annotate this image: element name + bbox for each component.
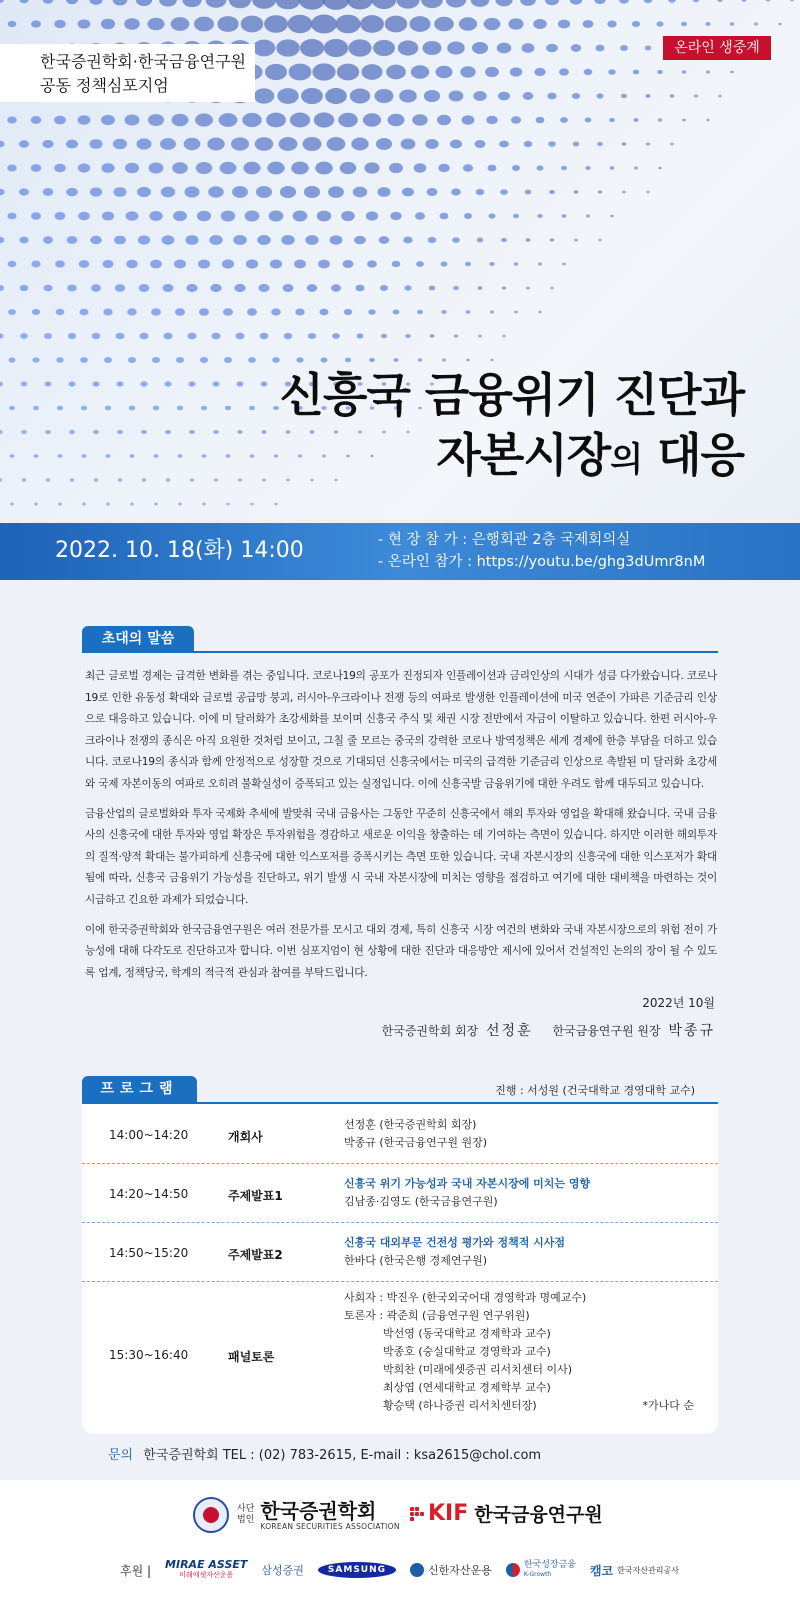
- ksa-prefix-1: 사단: [237, 1504, 255, 1514]
- sponsor-samsung-securities: 삼성증권: [261, 1564, 304, 1577]
- shinhan-name: 신한자산운용: [428, 1564, 492, 1577]
- sponsor-kamco: [590, 1562, 679, 1579]
- program-detail: [344, 1289, 586, 1415]
- presentation-topic: 신흥국 대외부문 건전성 평가와 정책적 시사점: [344, 1236, 566, 1249]
- kgrowth-en: K-Growth: [523, 1571, 552, 1578]
- title-line2-b: 의: [610, 440, 643, 480]
- event-date: 2022. 10. 18(화) 14:00: [55, 538, 304, 563]
- sponsor-mirae: [165, 1560, 247, 1580]
- program-time: 15:30~16:40: [109, 1348, 189, 1362]
- title-line1: 신흥국 금융위기 진단과: [279, 368, 744, 422]
- live-stream-badge: 온라인 생중계: [663, 36, 771, 60]
- signer2-name: 박종규: [668, 1023, 715, 1039]
- speaker-line: 박종규 (한국금융연구원 원장): [344, 1136, 488, 1149]
- invitation-paragraph-3: 이에 한국증권학회와 한국금융연구원은 여러 전문가를 모시고 대외 경제, 특히 신흥국 시장 여건의 변화와 국내 자본시장으로의 위험 전이 가능성에 대해 다각도로 진단하고자 합니다. 이번 심포지엄이 현 상황에 대한 진단과 대응방안 제시에 있어서 건설적인 논의의 장이 될 수 있도록 업계, 정책당국, 학계의 적극적 관심과 참여를 부탁드립니다.: [85, 923, 717, 979]
- program-session-type: 개회사: [228, 1130, 263, 1144]
- hero-banner: [0, 0, 800, 520]
- venue-online-link[interactable]: - 온라인 참가 : https://youtu.be/ghg3dUmr8nM: [378, 554, 706, 570]
- organizer-line1: 한국증권학회·한국금융연구원: [40, 52, 247, 71]
- ksa-prefix-2: 법인: [237, 1515, 255, 1525]
- panelist-line: 토론자 : 곽준희 (금융연구원 연구위원): [344, 1309, 530, 1322]
- invitation-paragraph-1: 최근 글로벌 경제는 급격한 변화를 겪는 중입니다. 코로나19의 공포가 진정되자 인플레이션과 금리인상의 시대가 성큼 다가왔습니다. 코로나19로 인한 유동성 확대와 글로벌 공급망 붕괴, 러시아-우크라이나 전쟁 등의 여파로 발생한 인플레이션에 미국 연준이 가파른 기준금리 인상으로 대응하고 있습니다. 이에 미 달러화가 초강세화를 보이며 신흥국 주식 및 채권 시장 전반에서 자금이 이탈하고 있습니다. 한편 러시아-우크라이나 전쟁의 종식은 아직 요원한 것처럼 보이고, 그칠 줄 모르는 중국의 강력한 코로나 방역정책은 세계 경제에 한층 부담을 더하고 있습니다. 코로나19의 종식과 함께 안정적으로 성장할 것으로 기대되던 신흥국에서는 미국의 급격한 기준금리 인상으로 촉발된 미 달러화 초강세와 국제 자본이동의 여파로 오히려 불확실성이 증폭되고 있는 실정입니다. 이에 신흥국발 금융위기에 대한 우려도 함께 대두되고 있습니다.: [85, 670, 717, 790]
- ksa-english-name: KOREAN SECURITIES ASSOCIATION: [260, 1521, 400, 1531]
- sponsor-shinhan: [410, 1562, 492, 1578]
- program-session-type: 주제발표1: [228, 1189, 283, 1203]
- contact-details: 한국증권학회 TEL : (02) 783-2615, E-mail : ksa2615@chol.com: [143, 1448, 542, 1463]
- program-time: 14:50~15:20: [109, 1246, 189, 1260]
- program-time: 14:00~14:20: [109, 1128, 189, 1142]
- footer: [0, 1480, 800, 1606]
- kif-name: 한국금융연구원: [474, 1504, 603, 1526]
- event-info-bar: [0, 523, 800, 580]
- panelist-line: 황승택 (하나증권 리서치센터장): [383, 1399, 537, 1412]
- panelist-line: 박선영 (동국대학교 경제학과 교수): [383, 1327, 551, 1340]
- moderator-line: 사회자 : 박진우 (한국외국어대 경영학과 명예교수): [344, 1291, 587, 1304]
- organizer-box: [0, 44, 255, 102]
- program-table: [82, 1104, 718, 1434]
- sponsor-row: [120, 1560, 679, 1580]
- title-line2: [280, 425, 744, 490]
- program-session-type: 패널토론: [228, 1350, 275, 1364]
- sponsor-label: 후원 |: [120, 1563, 152, 1578]
- program-row-presentation-2: [82, 1223, 718, 1282]
- kgrowth-icon: [506, 1563, 520, 1577]
- invitation-paragraph-2: 금융산업의 글로벌화와 투자 국제화 추세에 발맞춰 국내 금융사는 그동안 꾸준히 신흥국에서 해외 투자와 영업을 확대해 왔습니다. 국내 금융사의 신흥국에 대한 투자와 영업 확장은 투자위험을 경감하고 새로운 이익을 창출하는 데 기여하는 측면이 있습니다. 하지만 이러한 해외투자의 질적·양적 확대는 불가피하게 신흥국에 대한 익스포저를 증폭시키는 측면 또한 있습니다. 국내 자본시장의 신흥국에 대한 익스포저가 확대됨에 따라, 신흥국 금융위기 가능성을 진단하고, 위기 발생 시 국내 자본시장에 미치는 영향을 점검하고 여기에 대한 대비책을 마련하는 것이 시급하고 긴요한 과제가 되었습니다.: [85, 807, 717, 906]
- program-session-type: 주제발표2: [228, 1248, 283, 1262]
- program-time: 14:20~14:50: [109, 1187, 189, 1201]
- kif-logo: [410, 1500, 603, 1527]
- ksa-logo: [193, 1495, 400, 1535]
- venue-info: [378, 529, 705, 573]
- ksa-prefix: [237, 1504, 254, 1526]
- program-moderator: 진행 : 서성원 (건국대학교 경영대학 교수): [495, 1084, 695, 1097]
- ksa-name: 한국증권학회: [260, 1498, 377, 1523]
- speaker-line: 선정훈 (한국증권학회 회장): [344, 1118, 477, 1131]
- program-row-opening: [82, 1104, 718, 1164]
- sponsor-kgrowth: [506, 1560, 576, 1580]
- ksa-name-block: [254, 1500, 399, 1531]
- kamco-name: 한국자산관리공사: [617, 1565, 679, 1575]
- program-row-panel: [82, 1282, 718, 1434]
- samsung-wordmark: SAMSUNG: [318, 1562, 396, 1578]
- venue-onsite: - 현 장 참 가 : 은행회관 2층 국제회의실: [378, 532, 631, 548]
- speaker-line: 한바다 (한국은행 경제연구원): [344, 1254, 488, 1267]
- signer1-title: 한국증권학회 회장: [381, 1024, 479, 1038]
- organizer-line2: 공동 정책심포지엄: [40, 76, 169, 95]
- kif-dots-icon: [410, 1507, 424, 1521]
- panelist-line: 최상엽 (연세대학교 경제학부 교수): [383, 1381, 551, 1394]
- invitation-body: [85, 666, 717, 992]
- program-detail: [344, 1175, 590, 1211]
- title-line2-a: 자본시장: [436, 428, 611, 482]
- panelist-line: 박희찬 (미래에셋증권 리서치센터 이사): [383, 1363, 573, 1376]
- invitation-heading: 초대의 말씀: [82, 626, 194, 652]
- shinhan-icon: [410, 1563, 424, 1577]
- panelist-line: 박종호 (숭실대학교 경영학과 교수): [383, 1345, 551, 1358]
- signer1-name: 선정훈: [486, 1023, 533, 1039]
- program-row-presentation-1: [82, 1164, 718, 1223]
- program-detail: [344, 1116, 487, 1152]
- sponsor-samsung: [318, 1562, 396, 1578]
- ksa-emblem-icon: [193, 1497, 229, 1533]
- invitation-divider: [82, 651, 718, 653]
- signature-line: [382, 1020, 715, 1040]
- signer2-title: 한국금융연구원 원장: [552, 1024, 661, 1038]
- program-heading: 프로그램: [82, 1076, 197, 1102]
- kgrowth-name: 한국성장금융: [523, 1560, 576, 1570]
- alphabetical-note: *가나다 순: [642, 1399, 694, 1412]
- kif-wordmark: KIF: [428, 1501, 469, 1526]
- presentation-topic: 신흥국 위기 가능성과 국내 자본시장에 미치는 영향: [344, 1177, 591, 1190]
- kamco-wordmark: 캠코: [589, 1563, 614, 1578]
- speaker-line: 김남종·김영도 (한국금융연구원): [344, 1195, 498, 1208]
- title-line2-c: 대응: [642, 428, 744, 482]
- contact-line: [108, 1444, 541, 1463]
- signature-date: 2022년 10월: [642, 996, 715, 1010]
- page-title: [280, 365, 744, 490]
- mirae-korean: 미래에셋자산운용: [179, 1571, 234, 1579]
- contact-label: 문의: [108, 1448, 134, 1463]
- mirae-wordmark: MIRAE ASSET: [165, 1558, 248, 1571]
- program-detail: [344, 1234, 565, 1270]
